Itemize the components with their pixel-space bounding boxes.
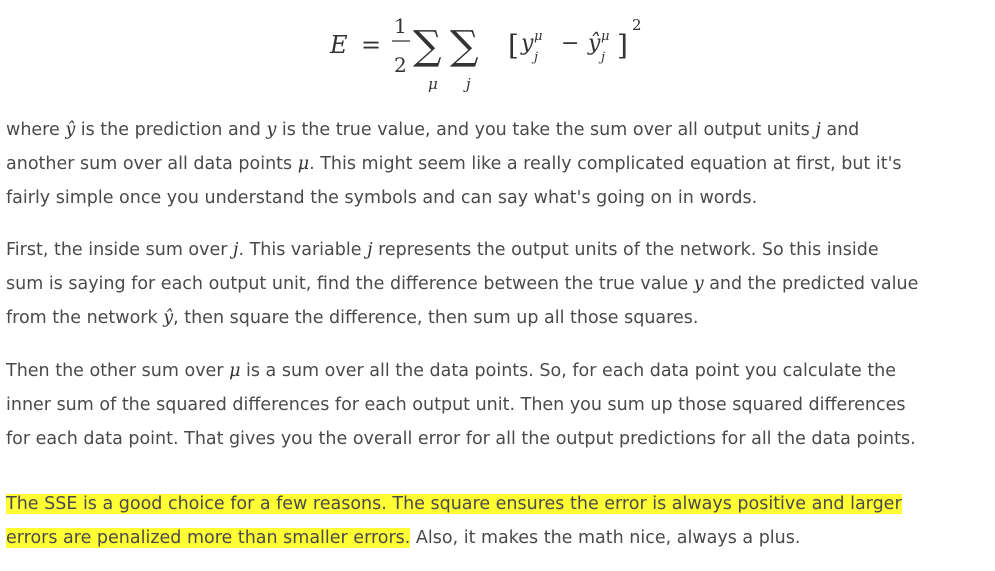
math-mu: μ bbox=[297, 154, 310, 174]
eq-sum-index-j: j bbox=[466, 75, 471, 93]
p4-line-1 bbox=[6, 487, 981, 521]
text: another sum over all data points bbox=[6, 154, 298, 174]
math-j: j bbox=[367, 240, 373, 260]
eq-lhs: E bbox=[330, 31, 348, 59]
math-yhat: ŷ bbox=[65, 120, 76, 140]
eq-sigma-1: ∑ bbox=[413, 23, 442, 69]
paragraph-sse-reasons bbox=[6, 487, 981, 555]
text: and the predicted value bbox=[703, 274, 919, 294]
eq-sigma-2: ∑ bbox=[450, 23, 479, 69]
paragraph-definitions bbox=[6, 113, 981, 215]
math-y: y bbox=[266, 120, 277, 140]
p3-line-3: for each data point. That gives you the overall error for all the output predictions for all the data points. bbox=[6, 429, 916, 449]
text: is the prediction and bbox=[75, 120, 267, 140]
text: . This might seem like a really complicated equation at first, but it's bbox=[309, 154, 902, 174]
p2-line-1 bbox=[6, 233, 981, 267]
p3-line-1 bbox=[6, 354, 981, 388]
text: Also, it makes the math nice, always a plus. bbox=[410, 528, 801, 548]
text: First, the inside sum over bbox=[6, 240, 234, 260]
p1-line-3: fairly simple once you understand the symbols and can say what's going on in words. bbox=[6, 188, 758, 208]
eq-bracket-open: [ bbox=[508, 29, 519, 62]
highlighted-text: errors are penalized more than smaller errors. bbox=[6, 528, 411, 548]
text: and bbox=[820, 120, 860, 140]
eq-yhat-sup: μ bbox=[601, 29, 610, 44]
math-yhat: ŷ bbox=[163, 308, 174, 328]
paragraph-outer-sum bbox=[6, 354, 981, 456]
p2-line-2 bbox=[6, 267, 981, 301]
p1-line-2 bbox=[6, 147, 981, 181]
highlighted-text: The SSE is a good choice for a few reasons. The square ensures the error is always positive and larger bbox=[6, 494, 902, 514]
eq-exponent: 2 bbox=[632, 16, 642, 34]
equation-graphic bbox=[0, 0, 995, 100]
eq-frac-num: 1 bbox=[394, 14, 407, 38]
paragraph-inside-sum bbox=[6, 233, 981, 335]
math-mu: μ bbox=[229, 361, 241, 381]
p3-line-2: inner sum of the squared differences for each output unit. Then you sum up those squared differences bbox=[6, 395, 906, 415]
eq-yhat-sub: j bbox=[601, 50, 606, 65]
text: . This variable bbox=[238, 240, 368, 260]
text: is the true value, and you take the sum over all output units bbox=[276, 120, 816, 140]
eq-yhat: ŷ bbox=[588, 31, 601, 56]
text: , then square the difference, then sum up all those squares. bbox=[173, 308, 699, 328]
text: sum is saying for each output unit, find the difference between the true value bbox=[6, 274, 694, 294]
eq-y-sup: μ bbox=[534, 29, 543, 44]
text: is a sum over all the data points. So, for each data point you calculate the bbox=[240, 361, 897, 381]
math-y: y bbox=[693, 274, 704, 294]
eq-equals: = bbox=[361, 31, 382, 59]
eq-frac-den: 2 bbox=[394, 53, 407, 77]
math-j: j bbox=[233, 240, 239, 260]
text: from the network bbox=[6, 308, 164, 328]
p1-line-1 bbox=[6, 113, 981, 147]
p2-line-3 bbox=[6, 301, 981, 335]
sse-equation bbox=[0, 0, 995, 100]
eq-sum-index-mu: μ bbox=[428, 75, 438, 93]
eq-bracket-close: ] bbox=[617, 29, 628, 62]
p4-line-2 bbox=[6, 521, 981, 555]
eq-y-sub: j bbox=[534, 50, 539, 65]
text: Then the other sum over bbox=[6, 361, 230, 381]
math-j: j bbox=[815, 120, 821, 140]
eq-minus: − bbox=[561, 31, 580, 56]
text: represents the output units of the network. So this inside bbox=[372, 240, 879, 260]
text: where bbox=[6, 120, 66, 140]
eq-y: y bbox=[521, 31, 534, 56]
